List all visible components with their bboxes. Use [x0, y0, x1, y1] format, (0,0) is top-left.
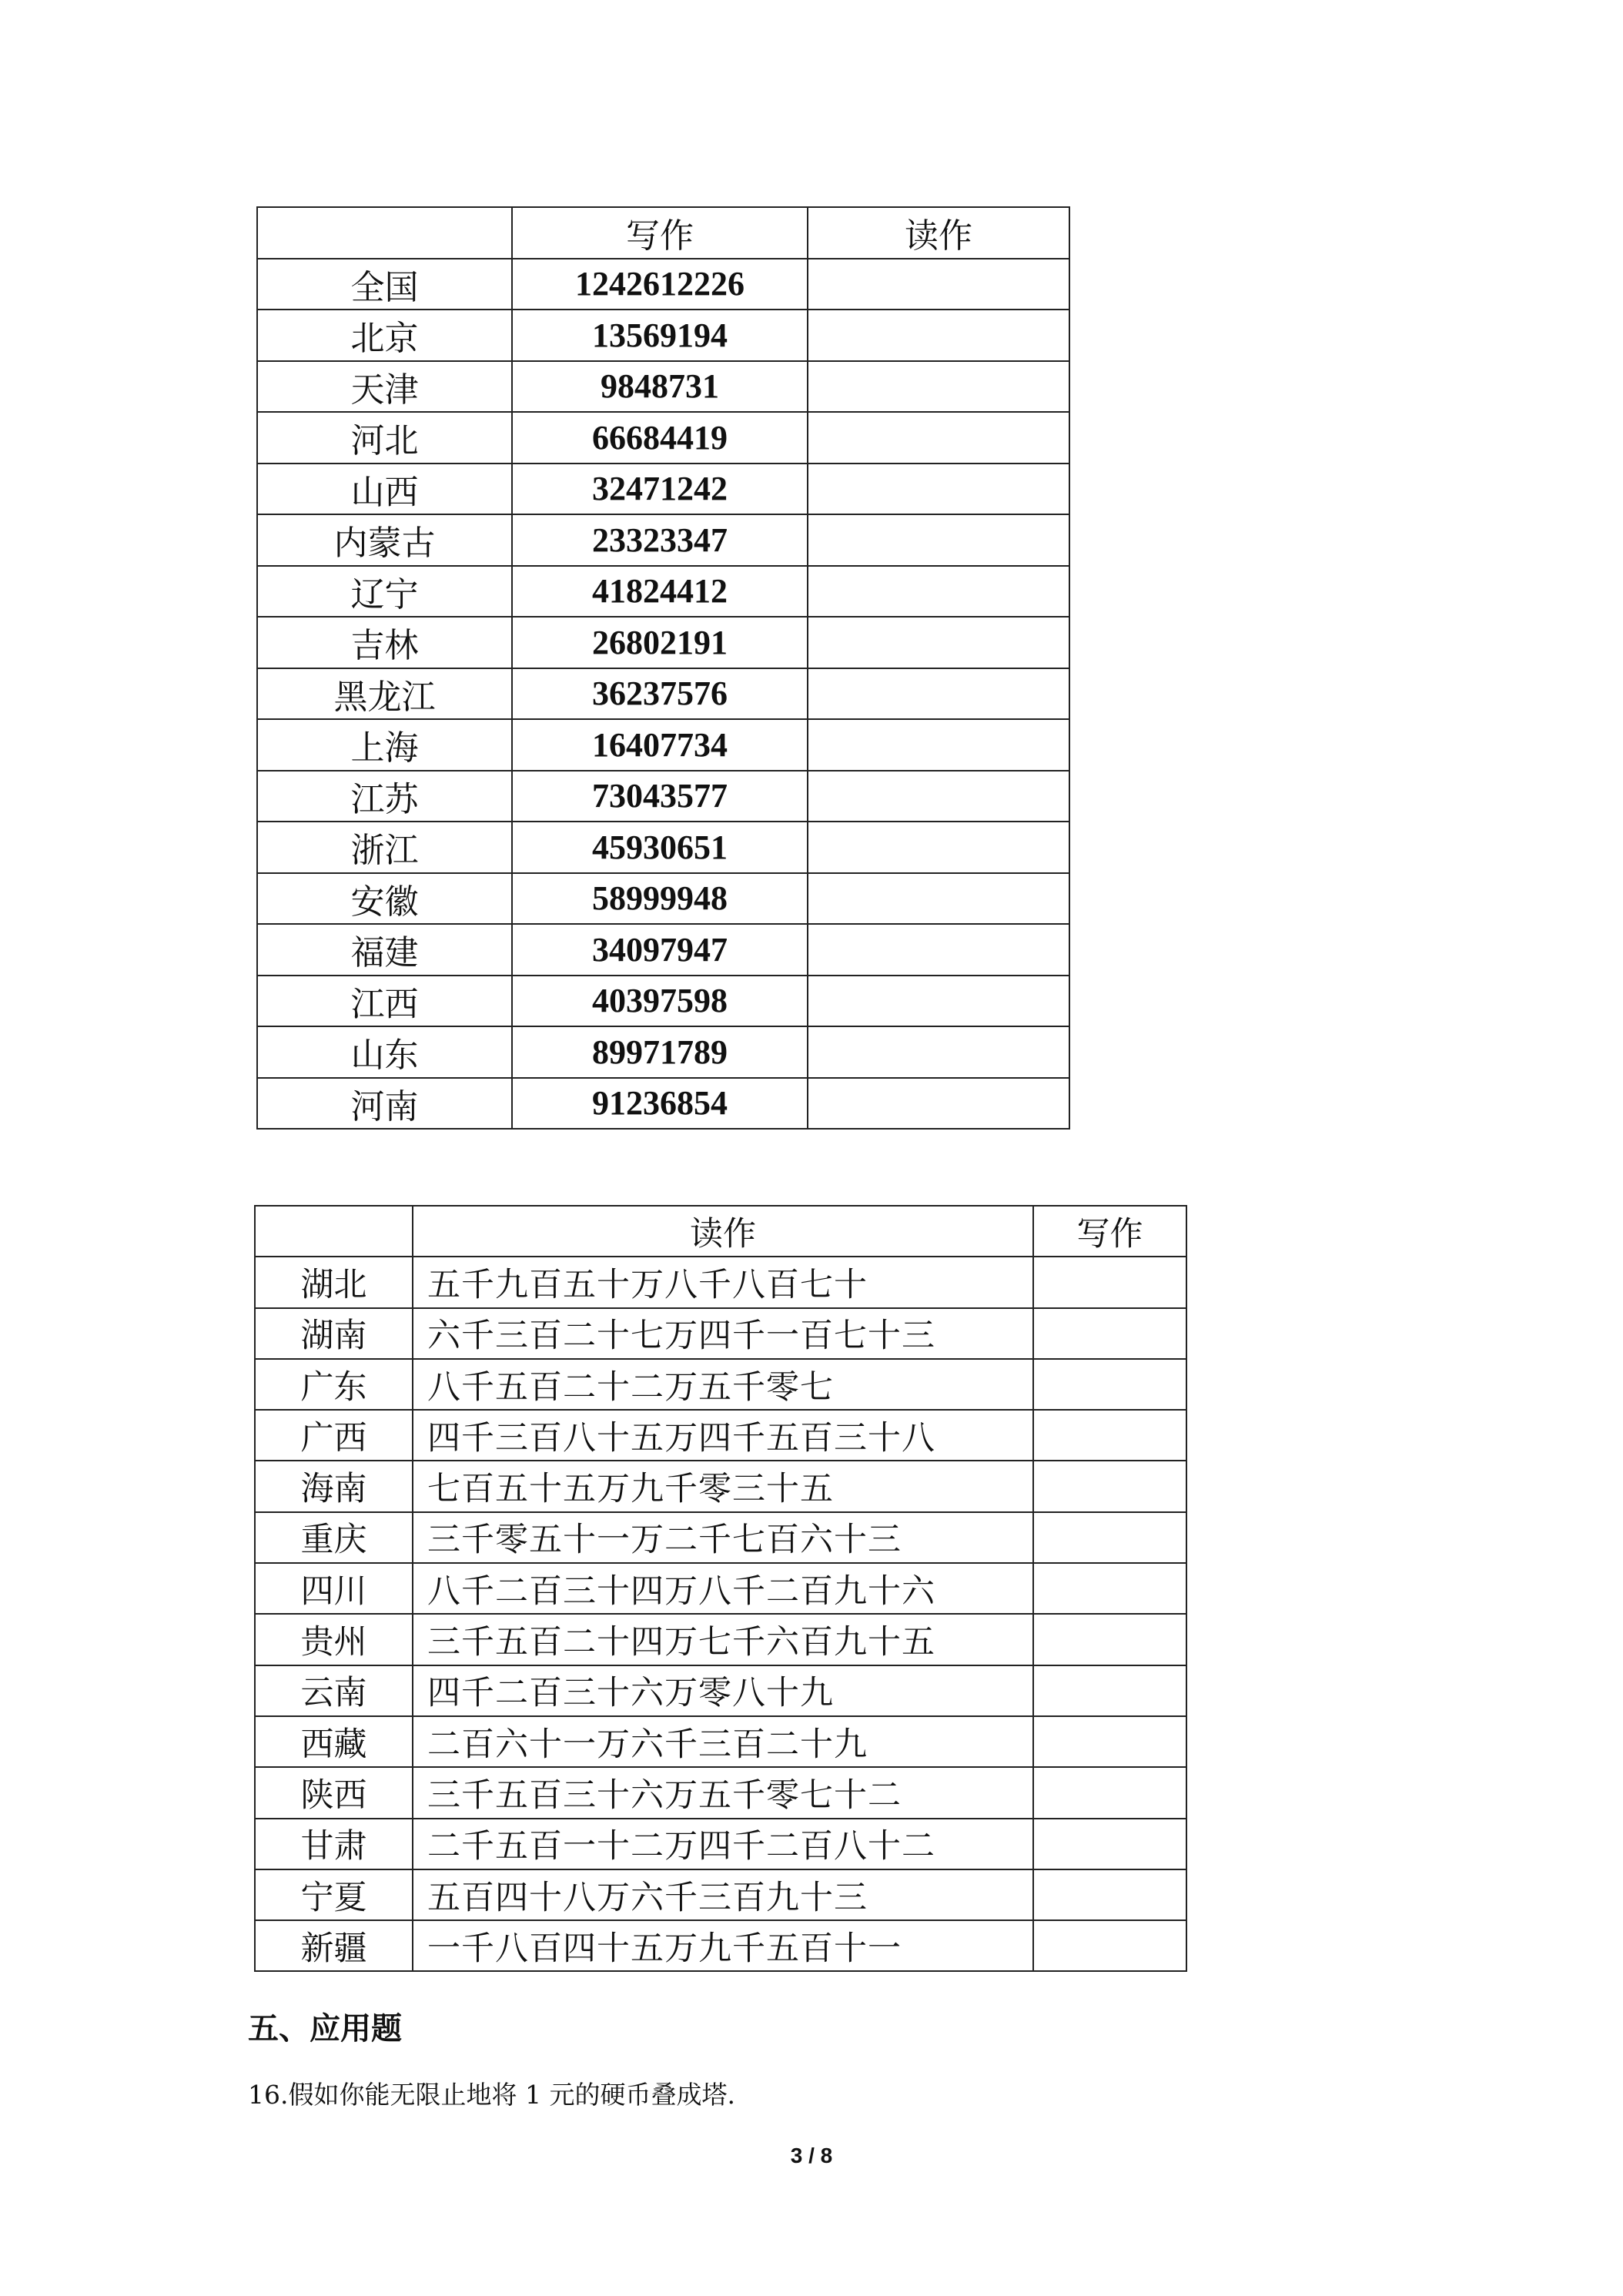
written-number-cell: 26802191: [512, 617, 808, 668]
table-row: [255, 1308, 1186, 1359]
region-name-cell: 山西: [257, 464, 512, 515]
written-number-cell: 45930651: [512, 822, 808, 873]
region-name-cell: 湖北: [255, 1257, 413, 1307]
read-text-cell: 二百六十一万六千三百二十九: [413, 1716, 1033, 1767]
region-name-cell: 广东: [255, 1359, 413, 1410]
table-row: [255, 1716, 1186, 1767]
section-title: 五、应用题: [248, 2010, 402, 2047]
written-number-cell: 13569194: [512, 310, 808, 361]
read-answer-cell[interactable]: [808, 976, 1069, 1027]
read-answer-cell[interactable]: [808, 719, 1069, 771]
read-answer-cell[interactable]: [808, 310, 1069, 361]
table-row: [255, 1920, 1186, 1971]
header-cell-written: 写作: [512, 207, 808, 259]
region-name-cell: 天津: [257, 361, 512, 413]
region-name-cell: 西藏: [255, 1716, 413, 1767]
region-name-cell: 上海: [257, 719, 512, 771]
written-number-cell: 40397598: [512, 976, 808, 1027]
read-answer-cell[interactable]: [808, 1078, 1069, 1130]
written-answer-cell[interactable]: [1033, 1461, 1186, 1511]
written-number-cell: 9848731: [512, 361, 808, 413]
read-text-cell: 六千三百二十七万四千一百七十三: [413, 1308, 1033, 1359]
written-number-cell: 41824412: [512, 566, 808, 618]
region-name-cell: 广西: [255, 1410, 413, 1461]
table-row: [257, 976, 1069, 1027]
written-answer-cell[interactable]: [1033, 1920, 1186, 1971]
region-name-cell: 江西: [257, 976, 512, 1027]
written-answer-cell[interactable]: [1033, 1665, 1186, 1716]
table-row: [255, 1869, 1186, 1920]
region-name-cell: 陕西: [255, 1767, 413, 1818]
region-name-cell: 海南: [255, 1461, 413, 1511]
read-text-cell: 七百五十五万九千零三十五: [413, 1461, 1033, 1511]
written-answer-cell[interactable]: [1033, 1869, 1186, 1920]
read-answer-cell[interactable]: [808, 924, 1069, 976]
written-answer-cell[interactable]: [1033, 1563, 1186, 1614]
table-row: [257, 1078, 1069, 1130]
written-number-cell: 16407734: [512, 719, 808, 771]
table-row: [257, 873, 1069, 925]
table-row: [257, 259, 1069, 310]
written-number-cell: 73043577: [512, 771, 808, 822]
read-text-cell: 一千八百四十五万九千五百十一: [413, 1920, 1033, 1971]
written-number-cell: 58999948: [512, 873, 808, 925]
written-number-cell: 1242612226: [512, 259, 808, 310]
table-row: [257, 412, 1069, 464]
read-answer-cell[interactable]: [808, 566, 1069, 618]
read-answer-cell[interactable]: [808, 259, 1069, 310]
written-answer-cell[interactable]: [1033, 1410, 1186, 1461]
region-name-cell: 北京: [257, 310, 512, 361]
region-name-cell: 河北: [257, 412, 512, 464]
region-name-cell: 浙江: [257, 822, 512, 873]
table-header-row: [255, 1206, 1186, 1257]
page-number: 3 / 8: [790, 2144, 833, 2167]
table-row: [257, 464, 1069, 515]
table-row: [255, 1614, 1186, 1665]
region-name-cell: 甘肃: [255, 1819, 413, 1869]
table-row: [257, 771, 1069, 822]
population-written-table-body: [257, 207, 1069, 1129]
region-name-cell: 贵州: [255, 1614, 413, 1665]
table-row: [257, 566, 1069, 618]
region-name-cell: 河南: [257, 1078, 512, 1130]
written-answer-cell[interactable]: [1033, 1614, 1186, 1665]
read-text-cell: 五千九百五十万八千八百七十: [413, 1257, 1033, 1307]
read-answer-cell[interactable]: [808, 617, 1069, 668]
read-text-cell: 四千三百八十五万四千五百三十八: [413, 1410, 1033, 1461]
header-cell-read: 读作: [413, 1206, 1033, 1257]
table-header-row: [257, 207, 1069, 259]
read-text-cell: 三千五百三十六万五千零七十二: [413, 1767, 1033, 1818]
region-name-cell: 宁夏: [255, 1869, 413, 1920]
read-text-cell: 八千五百二十二万五千零七: [413, 1359, 1033, 1410]
written-number-cell: 34097947: [512, 924, 808, 976]
table-row: [257, 924, 1069, 976]
written-number-cell: 66684419: [512, 412, 808, 464]
table-row: [257, 719, 1069, 771]
written-number-cell: 89971789: [512, 1026, 808, 1078]
table-row: [257, 668, 1069, 720]
region-name-cell: 四川: [255, 1563, 413, 1614]
read-answer-cell[interactable]: [808, 361, 1069, 413]
table-row: [257, 361, 1069, 413]
read-answer-cell[interactable]: [808, 412, 1069, 464]
region-name-cell: 江苏: [257, 771, 512, 822]
population-read-table-body: [255, 1206, 1186, 1971]
read-text-cell: 四千二百三十六万零八十九: [413, 1665, 1033, 1716]
table-row: [255, 1665, 1186, 1716]
written-answer-cell[interactable]: [1033, 1819, 1186, 1869]
table-row: [255, 1257, 1186, 1307]
written-number-cell: 36237576: [512, 668, 808, 720]
table-row: [255, 1512, 1186, 1563]
written-answer-cell[interactable]: [1033, 1512, 1186, 1563]
written-number-cell: 32471242: [512, 464, 808, 515]
region-name-cell: 湖南: [255, 1308, 413, 1359]
written-answer-cell[interactable]: [1033, 1308, 1186, 1359]
table-row: [257, 822, 1069, 873]
read-answer-cell[interactable]: [808, 822, 1069, 873]
read-text-cell: 三千五百二十四万七千六百九十五: [413, 1614, 1033, 1665]
region-name-cell: 山东: [257, 1026, 512, 1078]
table-row: [255, 1359, 1186, 1410]
written-answer-cell[interactable]: [1033, 1359, 1186, 1410]
read-text-cell: 八千二百三十四万八千二百九十六: [413, 1563, 1033, 1614]
region-name-cell: 重庆: [255, 1512, 413, 1563]
region-name-cell: 全国: [257, 259, 512, 310]
region-name-cell: 黑龙江: [257, 668, 512, 720]
read-text-cell: 三千零五十一万二千七百六十三: [413, 1512, 1033, 1563]
header-cell-region: [257, 207, 512, 259]
region-name-cell: 吉林: [257, 617, 512, 668]
read-answer-cell[interactable]: [808, 873, 1069, 925]
table-row: [255, 1767, 1186, 1818]
read-text-cell: 二千五百一十二万四千二百八十二: [413, 1819, 1033, 1869]
table-row: [255, 1461, 1186, 1511]
table-row: [257, 310, 1069, 361]
written-answer-cell[interactable]: [1033, 1767, 1186, 1818]
region-name-cell: 福建: [257, 924, 512, 976]
table-row: [257, 617, 1069, 668]
read-answer-cell[interactable]: [808, 514, 1069, 566]
header-cell-read: 读作: [808, 207, 1069, 259]
population-read-table: [254, 1205, 1187, 1972]
written-answer-cell[interactable]: [1033, 1716, 1186, 1767]
table-row: [255, 1563, 1186, 1614]
question-16: 16.假如你能无限止地将 1 元的硬币叠成塔.: [248, 2080, 735, 2110]
region-name-cell: 新疆: [255, 1920, 413, 1971]
table-row: [257, 1026, 1069, 1078]
written-number-cell: 23323347: [512, 514, 808, 566]
read-answer-cell[interactable]: [808, 771, 1069, 822]
read-text-cell: 五百四十八万六千三百九十三: [413, 1869, 1033, 1920]
region-name-cell: 辽宁: [257, 566, 512, 618]
read-answer-cell[interactable]: [808, 464, 1069, 515]
table-row: [255, 1819, 1186, 1869]
region-name-cell: 安徽: [257, 873, 512, 925]
region-name-cell: 云南: [255, 1665, 413, 1716]
header-cell-region: [255, 1206, 413, 1257]
table-row: [257, 514, 1069, 566]
table-row: [255, 1410, 1186, 1461]
region-name-cell: 内蒙古: [257, 514, 512, 566]
header-cell-written: 写作: [1033, 1206, 1186, 1257]
read-answer-cell[interactable]: [808, 668, 1069, 720]
written-number-cell: 91236854: [512, 1078, 808, 1130]
written-answer-cell[interactable]: [1033, 1257, 1186, 1307]
read-answer-cell[interactable]: [808, 1026, 1069, 1078]
population-written-table: [256, 206, 1070, 1130]
